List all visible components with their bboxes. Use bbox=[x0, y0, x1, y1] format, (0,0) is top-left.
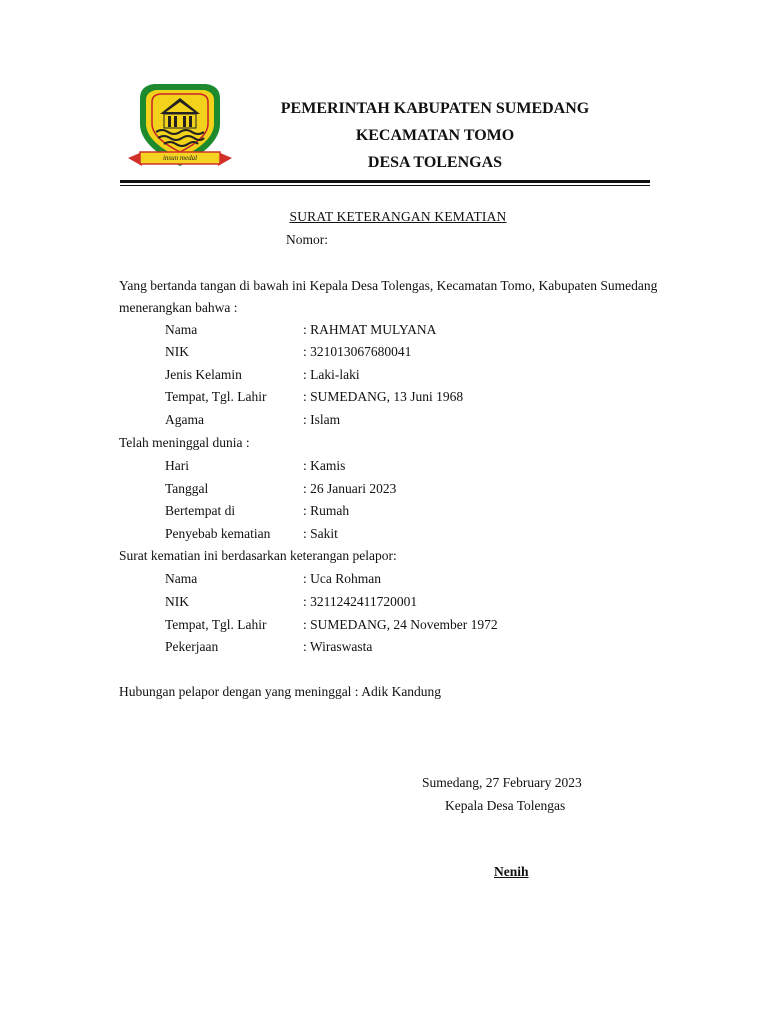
field-value: : Islam bbox=[303, 412, 341, 427]
field-value: : Sakit bbox=[303, 526, 338, 541]
field-value: : RAHMAT MULYANA bbox=[303, 322, 437, 337]
letterhead-village: DESA TOLENGAS bbox=[367, 154, 503, 171]
field-label: Jenis Kelamin bbox=[165, 367, 242, 382]
field-value: : Uca Rohman bbox=[303, 571, 381, 586]
field-label: Bertempat di bbox=[165, 503, 236, 518]
signatory-name: Nenih bbox=[494, 864, 529, 879]
field-label: Pekerjaan bbox=[165, 639, 219, 654]
reporter-relationship: Hubungan pelapor dengan yang meninggal : Adik Kandung bbox=[119, 684, 442, 699]
document-title: SURAT KETERANGAN KEMATIAN bbox=[289, 209, 507, 224]
field-value: : SUMEDANG, 13 Juni 1968 bbox=[303, 389, 464, 404]
letterhead-district: KECAMATAN TOMO bbox=[355, 127, 515, 144]
field-value: : 3211242411720001 bbox=[303, 594, 418, 609]
field-label: Tanggal bbox=[165, 481, 209, 496]
field-label: Penyebab kematian bbox=[165, 526, 271, 541]
letterhead-government: PEMERINTAH KABUPATEN SUMEDANG bbox=[280, 100, 590, 117]
field-value: : Laki-laki bbox=[303, 367, 360, 382]
field-value: : SUMEDANG, 24 November 1972 bbox=[303, 617, 498, 632]
field-label: NIK bbox=[165, 594, 189, 609]
intro-paragraph: Yang bertanda tangan di bawah ini Kepala Desa Tolengas, Kecamatan Tomo, Kabupaten Sumedang menerangkan bahwa : bbox=[119, 278, 658, 315]
field-value: : Kamis bbox=[303, 458, 346, 473]
field-label: NIK bbox=[165, 344, 189, 359]
field-value: : Rumah bbox=[303, 503, 350, 518]
field-value: : 321013067680041 bbox=[303, 344, 412, 359]
letterhead-divider-thin bbox=[120, 185, 650, 186]
field-value: : 26 Januari 2023 bbox=[303, 481, 397, 496]
field-label: Nama bbox=[165, 322, 198, 337]
reporter-heading: Surat kematian ini berdasarkan keterangan pelapor: bbox=[119, 548, 397, 563]
signature-position: Kepala Desa Tolengas bbox=[445, 798, 566, 813]
field-label: Tempat, Tgl. Lahir bbox=[165, 389, 267, 404]
field-label: Tempat, Tgl. Lahir bbox=[165, 617, 267, 632]
logo-banner-text: insun medal bbox=[162, 154, 198, 162]
field-label: Hari bbox=[165, 458, 189, 473]
letterhead-divider-thick bbox=[120, 180, 650, 183]
field-label: Nama bbox=[165, 571, 198, 586]
death-heading: Telah meninggal dunia : bbox=[119, 435, 250, 450]
document-number: Nomor: bbox=[286, 232, 328, 247]
field-value: : Wiraswasta bbox=[303, 639, 373, 654]
signature-place-date: Sumedang, 27 February 2023 bbox=[422, 775, 582, 790]
field-label: Agama bbox=[165, 412, 204, 427]
